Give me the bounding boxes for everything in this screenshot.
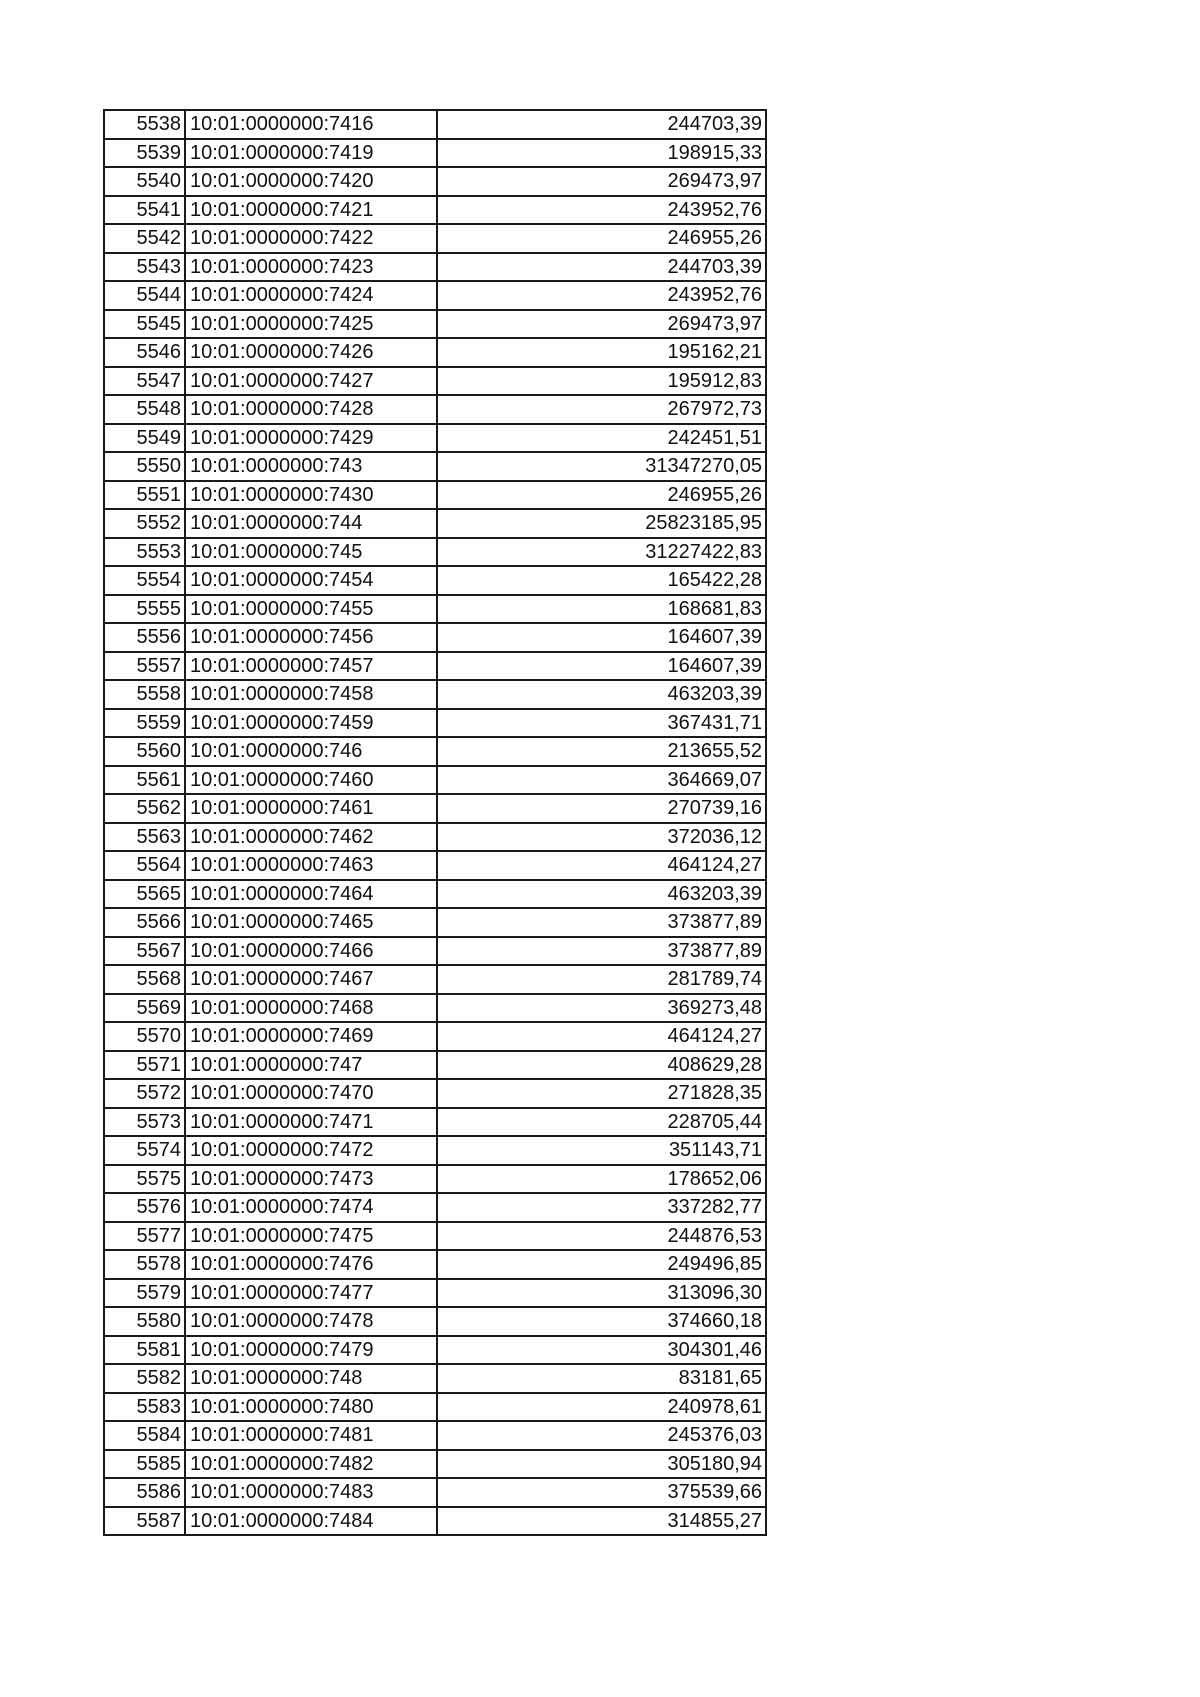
table-row [104, 566, 766, 595]
value-cell: 83181,65 [437, 1364, 766, 1393]
row-number-cell: 5585 [104, 1450, 185, 1479]
cadastral-number-cell: 10:01:0000000:7421 [185, 196, 437, 225]
table-row [104, 1450, 766, 1479]
table-row [104, 1165, 766, 1194]
value-cell: 408629,28 [437, 1051, 766, 1080]
table-row [104, 1307, 766, 1336]
value-cell: 369273,48 [437, 994, 766, 1023]
cadastral-number-cell: 10:01:0000000:7475 [185, 1222, 437, 1251]
table-row [104, 937, 766, 966]
row-number-cell: 5540 [104, 167, 185, 196]
row-number-cell: 5545 [104, 310, 185, 339]
row-number-cell: 5575 [104, 1165, 185, 1194]
row-number-cell: 5548 [104, 395, 185, 424]
table-row [104, 851, 766, 880]
row-number-cell: 5569 [104, 994, 185, 1023]
value-cell: 245376,03 [437, 1421, 766, 1450]
table-row [104, 908, 766, 937]
table-row [104, 1022, 766, 1051]
row-number-cell: 5555 [104, 595, 185, 624]
value-cell: 375539,66 [437, 1478, 766, 1507]
row-number-cell: 5553 [104, 538, 185, 567]
cadastral-number-cell: 10:01:0000000:743 [185, 452, 437, 481]
row-number-cell: 5576 [104, 1193, 185, 1222]
value-cell: 269473,97 [437, 167, 766, 196]
cadastral-number-cell: 10:01:0000000:7425 [185, 310, 437, 339]
value-cell: 463203,39 [437, 880, 766, 909]
value-cell: 244703,39 [437, 253, 766, 282]
cadastral-number-cell: 10:01:0000000:7462 [185, 823, 437, 852]
table-row [104, 1108, 766, 1137]
row-number-cell: 5573 [104, 1108, 185, 1137]
value-cell: 213655,52 [437, 737, 766, 766]
table-row [104, 196, 766, 225]
value-cell: 165422,28 [437, 566, 766, 595]
cadastral-number-cell: 10:01:0000000:747 [185, 1051, 437, 1080]
value-cell: 372036,12 [437, 823, 766, 852]
cadastral-number-cell: 10:01:0000000:7420 [185, 167, 437, 196]
row-number-cell: 5558 [104, 680, 185, 709]
table-row [104, 424, 766, 453]
row-number-cell: 5549 [104, 424, 185, 453]
cadastral-number-cell: 10:01:0000000:7466 [185, 937, 437, 966]
table-row [104, 481, 766, 510]
cadastral-number-cell: 10:01:0000000:745 [185, 538, 437, 567]
cadastral-number-cell: 10:01:0000000:7483 [185, 1478, 437, 1507]
table-row [104, 452, 766, 481]
row-number-cell: 5560 [104, 737, 185, 766]
row-number-cell: 5551 [104, 481, 185, 510]
table-row [104, 794, 766, 823]
value-cell: 367431,71 [437, 709, 766, 738]
value-cell: 281789,74 [437, 965, 766, 994]
value-cell: 164607,39 [437, 652, 766, 681]
cadastral-number-cell: 10:01:0000000:7457 [185, 652, 437, 681]
value-cell: 168681,83 [437, 595, 766, 624]
row-number-cell: 5554 [104, 566, 185, 595]
value-cell: 269473,97 [437, 310, 766, 339]
cadastral-number-cell: 10:01:0000000:7478 [185, 1307, 437, 1336]
value-cell: 195912,83 [437, 367, 766, 396]
cadastral-number-cell: 10:01:0000000:7422 [185, 224, 437, 253]
value-cell: 464124,27 [437, 1022, 766, 1051]
table-row [104, 395, 766, 424]
value-cell: 198915,33 [437, 139, 766, 168]
cadastral-number-cell: 10:01:0000000:7430 [185, 481, 437, 510]
cadastral-number-cell: 10:01:0000000:7423 [185, 253, 437, 282]
row-number-cell: 5562 [104, 794, 185, 823]
cadastral-number-cell: 10:01:0000000:7456 [185, 623, 437, 652]
table-row [104, 1079, 766, 1108]
value-cell: 242451,51 [437, 424, 766, 453]
value-cell: 374660,18 [437, 1307, 766, 1336]
row-number-cell: 5544 [104, 281, 185, 310]
value-cell: 271828,35 [437, 1079, 766, 1108]
value-cell: 351143,71 [437, 1136, 766, 1165]
table-row [104, 1250, 766, 1279]
cadastral-number-cell: 10:01:0000000:7429 [185, 424, 437, 453]
row-number-cell: 5543 [104, 253, 185, 282]
table-row [104, 652, 766, 681]
row-number-cell: 5586 [104, 1478, 185, 1507]
value-cell: 270739,16 [437, 794, 766, 823]
row-number-cell: 5583 [104, 1393, 185, 1422]
table-row [104, 1507, 766, 1536]
row-number-cell: 5584 [104, 1421, 185, 1450]
row-number-cell: 5566 [104, 908, 185, 937]
table-row [104, 1222, 766, 1251]
table-row [104, 766, 766, 795]
cadastral-number-cell: 10:01:0000000:7463 [185, 851, 437, 880]
value-cell: 244876,53 [437, 1222, 766, 1251]
value-cell: 243952,76 [437, 281, 766, 310]
table-row [104, 253, 766, 282]
table-row [104, 965, 766, 994]
value-cell: 228705,44 [437, 1108, 766, 1137]
row-number-cell: 5581 [104, 1336, 185, 1365]
table-row [104, 709, 766, 738]
row-number-cell: 5565 [104, 880, 185, 909]
cadastral-number-cell: 10:01:0000000:7465 [185, 908, 437, 937]
table-row [104, 509, 766, 538]
value-cell: 337282,77 [437, 1193, 766, 1222]
table-row [104, 1193, 766, 1222]
cadastral-number-cell: 10:01:0000000:7479 [185, 1336, 437, 1365]
row-number-cell: 5579 [104, 1279, 185, 1308]
table-row [104, 110, 766, 139]
table-row [104, 680, 766, 709]
value-cell: 364669,07 [437, 766, 766, 795]
row-number-cell: 5570 [104, 1022, 185, 1051]
cadastral-number-cell: 10:01:0000000:7428 [185, 395, 437, 424]
row-number-cell: 5578 [104, 1250, 185, 1279]
table-row [104, 367, 766, 396]
table-row [104, 310, 766, 339]
row-number-cell: 5556 [104, 623, 185, 652]
row-number-cell: 5561 [104, 766, 185, 795]
table-row [104, 823, 766, 852]
value-cell: 195162,21 [437, 338, 766, 367]
value-cell: 314855,27 [437, 1507, 766, 1536]
cadastral-number-cell: 10:01:0000000:7416 [185, 110, 437, 139]
cadastral-number-cell: 10:01:0000000:7426 [185, 338, 437, 367]
row-number-cell: 5577 [104, 1222, 185, 1251]
cadastral-number-cell: 10:01:0000000:7461 [185, 794, 437, 823]
table-row [104, 1364, 766, 1393]
table-row [104, 338, 766, 367]
cadastral-number-cell: 10:01:0000000:7477 [185, 1279, 437, 1308]
row-number-cell: 5557 [104, 652, 185, 681]
row-number-cell: 5587 [104, 1507, 185, 1536]
row-number-cell: 5546 [104, 338, 185, 367]
cadastral-number-cell: 10:01:0000000:7455 [185, 595, 437, 624]
row-number-cell: 5538 [104, 110, 185, 139]
row-number-cell: 5572 [104, 1079, 185, 1108]
cadastral-number-cell: 10:01:0000000:746 [185, 737, 437, 766]
row-number-cell: 5580 [104, 1307, 185, 1336]
value-cell: 244703,39 [437, 110, 766, 139]
row-number-cell: 5559 [104, 709, 185, 738]
table-row [104, 1393, 766, 1422]
row-number-cell: 5564 [104, 851, 185, 880]
row-number-cell: 5550 [104, 452, 185, 481]
value-cell: 246955,26 [437, 481, 766, 510]
cadastral-number-cell: 10:01:0000000:7460 [185, 766, 437, 795]
table-row [104, 538, 766, 567]
cadastral-number-cell: 10:01:0000000:7454 [185, 566, 437, 595]
value-cell: 240978,61 [437, 1393, 766, 1422]
value-cell: 313096,30 [437, 1279, 766, 1308]
value-cell: 243952,76 [437, 196, 766, 225]
row-number-cell: 5552 [104, 509, 185, 538]
table-row [104, 139, 766, 168]
value-cell: 25823185,95 [437, 509, 766, 538]
cadastral-number-cell: 10:01:0000000:7484 [185, 1507, 437, 1536]
cadastral-number-cell: 10:01:0000000:744 [185, 509, 437, 538]
value-cell: 305180,94 [437, 1450, 766, 1479]
table-row [104, 1051, 766, 1080]
value-cell: 31347270,05 [437, 452, 766, 481]
value-cell: 31227422,83 [437, 538, 766, 567]
cadastral-number-cell: 10:01:0000000:7474 [185, 1193, 437, 1222]
value-cell: 373877,89 [437, 908, 766, 937]
table-row [104, 1279, 766, 1308]
row-number-cell: 5539 [104, 139, 185, 168]
cadastral-number-cell: 10:01:0000000:7476 [185, 1250, 437, 1279]
cadastral-number-cell: 10:01:0000000:748 [185, 1364, 437, 1393]
cadastral-number-cell: 10:01:0000000:7424 [185, 281, 437, 310]
table-row [104, 1478, 766, 1507]
row-number-cell: 5547 [104, 367, 185, 396]
row-number-cell: 5568 [104, 965, 185, 994]
value-cell: 246955,26 [437, 224, 766, 253]
cadastral-number-cell: 10:01:0000000:7467 [185, 965, 437, 994]
row-number-cell: 5542 [104, 224, 185, 253]
cadastral-number-cell: 10:01:0000000:7472 [185, 1136, 437, 1165]
cadastral-number-cell: 10:01:0000000:7480 [185, 1393, 437, 1422]
cadastral-number-cell: 10:01:0000000:7459 [185, 709, 437, 738]
table-row [104, 167, 766, 196]
table-row [104, 1136, 766, 1165]
row-number-cell: 5541 [104, 196, 185, 225]
cadastral-number-cell: 10:01:0000000:7469 [185, 1022, 437, 1051]
cadastral-number-cell: 10:01:0000000:7482 [185, 1450, 437, 1479]
table-row [104, 1421, 766, 1450]
table-row [104, 1336, 766, 1365]
row-number-cell: 5582 [104, 1364, 185, 1393]
cadastral-number-cell: 10:01:0000000:7419 [185, 139, 437, 168]
cadastral-number-cell: 10:01:0000000:7458 [185, 680, 437, 709]
cadastral-number-cell: 10:01:0000000:7427 [185, 367, 437, 396]
table-row [104, 737, 766, 766]
data-table [103, 109, 767, 1536]
cadastral-number-cell: 10:01:0000000:7473 [185, 1165, 437, 1194]
value-cell: 249496,85 [437, 1250, 766, 1279]
row-number-cell: 5574 [104, 1136, 185, 1165]
table-row [104, 994, 766, 1023]
value-cell: 373877,89 [437, 937, 766, 966]
cadastral-number-cell: 10:01:0000000:7481 [185, 1421, 437, 1450]
value-cell: 304301,46 [437, 1336, 766, 1365]
value-cell: 267972,73 [437, 395, 766, 424]
value-cell: 463203,39 [437, 680, 766, 709]
table-row [104, 595, 766, 624]
cadastral-number-cell: 10:01:0000000:7468 [185, 994, 437, 1023]
table-body [104, 110, 766, 1535]
value-cell: 464124,27 [437, 851, 766, 880]
value-cell: 178652,06 [437, 1165, 766, 1194]
value-cell: 164607,39 [437, 623, 766, 652]
cadastral-number-cell: 10:01:0000000:7464 [185, 880, 437, 909]
row-number-cell: 5563 [104, 823, 185, 852]
cadastral-number-cell: 10:01:0000000:7471 [185, 1108, 437, 1137]
table-row [104, 281, 766, 310]
table-row [104, 224, 766, 253]
table-row [104, 623, 766, 652]
cadastral-number-cell: 10:01:0000000:7470 [185, 1079, 437, 1108]
table-row [104, 880, 766, 909]
row-number-cell: 5567 [104, 937, 185, 966]
row-number-cell: 5571 [104, 1051, 185, 1080]
